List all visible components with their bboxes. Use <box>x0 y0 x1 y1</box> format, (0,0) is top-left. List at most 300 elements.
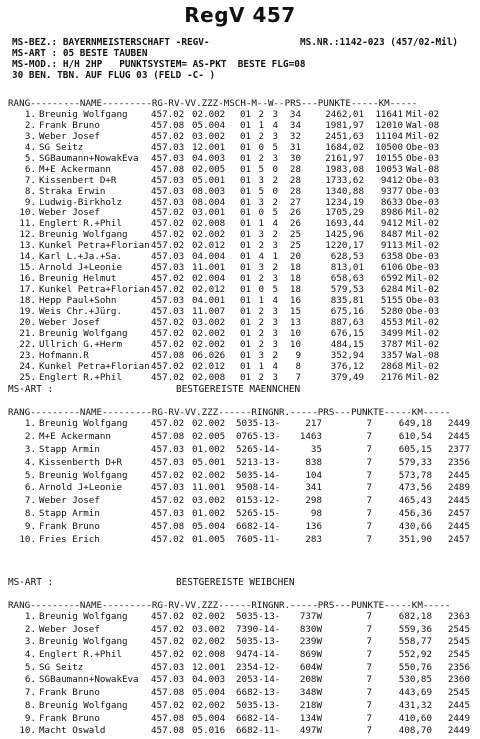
ring-prefix-cell: 0153-12- <box>236 495 281 507</box>
msch-cell: 01 <box>240 218 252 230</box>
meta-mod-value: H/H 2HP PUNKTSYSTEM= AS-PKT BESTE FLG=08 <box>62 59 306 70</box>
km-cell: 9113 <box>380 240 403 252</box>
rank-cell: 6. <box>24 674 36 686</box>
ring-prefix-cell: 7390-14- <box>236 623 281 635</box>
m-cell: 2 <box>258 273 264 285</box>
prs-cell: 34 <box>289 109 301 120</box>
punkte-cell: 352,94 <box>330 349 364 361</box>
rg-rv-cell: 457.02 <box>151 534 185 546</box>
location-cell: Mil-02 <box>406 273 440 285</box>
name-cell: Weber Josef <box>39 495 100 507</box>
location-cell: Mil-02 <box>406 207 440 219</box>
main-table <box>8 109 478 382</box>
punkte-cell: 676,15 <box>330 327 364 339</box>
ring-prefix-cell: 2354-12- <box>236 661 281 673</box>
meta-art-value: 05 BESTE TAUBEN <box>62 48 148 59</box>
km-cell: 2356 <box>447 661 470 673</box>
section2-table-header: RANG---------NAME---------RG-RV-VV.ZZZ------RINGNR.-----PRS---PUNKTE-----KM----- <box>8 600 451 611</box>
rg-rv-cell: 457.03 <box>151 661 185 673</box>
name-cell: Breunig Wolfgang <box>39 229 128 241</box>
w-cell: 4 <box>272 294 278 306</box>
table-row <box>8 361 478 372</box>
table-row <box>8 687 478 700</box>
meta-msnr: MS.NR.:1142-023 (457/02-Mil) <box>300 37 459 48</box>
rank-cell: 12. <box>19 229 36 241</box>
location-cell: Mil-02 <box>406 130 440 142</box>
msch-cell: 01 <box>240 207 252 219</box>
km-cell: 2445 <box>447 469 470 481</box>
m-cell: 3 <box>258 174 264 186</box>
rg-rv-cell: 457.08 <box>151 430 185 442</box>
msch-cell: 01 <box>240 240 252 252</box>
vv-zzz-cell: 11.001 <box>192 482 226 494</box>
table-row <box>8 120 478 131</box>
prs-cell: 7 <box>366 623 372 635</box>
name-cell: Stapp Armin <box>39 443 100 455</box>
vv-zzz-cell: 02.008 <box>192 371 226 383</box>
m-cell: 5 <box>258 163 264 175</box>
vv-zzz-cell: 02.004 <box>192 273 226 285</box>
vv-zzz-cell: 03.002 <box>192 130 226 142</box>
punkte-cell: 835,81 <box>330 294 364 306</box>
km-cell: 2545 <box>447 636 470 648</box>
vv-zzz-cell: 12.001 <box>192 661 226 673</box>
km-cell: 12010 <box>375 119 403 131</box>
rg-rv-cell: 457.02 <box>151 338 185 350</box>
vv-zzz-cell: 02.002 <box>192 109 226 120</box>
table-row <box>8 674 478 687</box>
vv-zzz-cell: 01.002 <box>192 508 226 520</box>
m-cell: 0 <box>258 284 264 295</box>
ring-number-cell: 35 <box>310 443 322 455</box>
punkte-cell: 628,53 <box>330 251 364 263</box>
punkte-cell: 579,33 <box>398 456 432 468</box>
rank-cell: 8. <box>24 508 36 520</box>
m-cell: 3 <box>258 196 264 208</box>
rank-cell: 7. <box>24 495 36 507</box>
prs-cell: 7 <box>366 482 372 494</box>
m-cell: 4 <box>258 251 264 263</box>
page-title: RegV 457 <box>184 3 296 27</box>
ring-prefix-cell: 6682-13- <box>236 687 281 699</box>
meta-bez-value: BAYERNMEISTERSCHAFT -REGV- <box>62 37 210 48</box>
table-row <box>8 534 478 547</box>
vv-zzz-cell: 02.005 <box>192 163 226 175</box>
km-cell: 10155 <box>375 152 403 164</box>
m-cell: 2 <box>258 338 264 350</box>
ring-prefix-cell: 6682-11- <box>236 725 281 737</box>
table-row <box>8 317 478 328</box>
km-cell: 11104 <box>375 130 403 142</box>
name-cell: Weber Josef <box>39 207 100 219</box>
rg-rv-cell: 457.02 <box>151 495 185 507</box>
rank-cell: 24. <box>19 360 36 372</box>
rank-cell: 3. <box>24 636 36 648</box>
vv-zzz-cell: 04.003 <box>192 152 226 164</box>
prs-cell: 30 <box>289 152 301 164</box>
w-cell: 3 <box>272 316 278 328</box>
m-cell: 1 <box>258 294 264 306</box>
rg-rv-cell: 457.08 <box>151 712 185 724</box>
rg-rv-cell: 457.03 <box>151 152 185 164</box>
w-cell: 3 <box>272 273 278 285</box>
location-cell: Mil-02 <box>406 371 440 383</box>
rg-rv-cell: 457.02 <box>151 229 185 241</box>
prs-cell: 7 <box>366 456 372 468</box>
km-cell: 9412 <box>380 218 403 230</box>
name-cell: Kissenbert D+R <box>39 174 117 186</box>
table-row <box>8 197 478 208</box>
ring-prefix-cell: 5035-13- <box>236 418 281 429</box>
prs-cell: 7 <box>366 508 372 520</box>
m-cell: 2 <box>258 240 264 252</box>
rg-rv-cell: 457.02 <box>151 699 185 711</box>
msch-cell: 01 <box>240 163 252 175</box>
rank-cell: 20. <box>19 316 36 328</box>
table-row <box>8 262 478 273</box>
table-row <box>8 372 478 383</box>
table-row <box>8 218 478 229</box>
rank-cell: 6. <box>24 163 36 175</box>
km-cell: 2449 <box>447 725 470 737</box>
prs-cell: 7 <box>366 495 372 507</box>
km-cell: 2457 <box>447 508 470 520</box>
ring-number-cell: 348W <box>299 687 322 699</box>
m-cell: 1 <box>258 218 264 230</box>
km-cell: 2868 <box>380 360 403 372</box>
m-cell: 1 <box>258 119 264 131</box>
prs-cell: 7 <box>366 443 372 455</box>
km-cell: 10500 <box>375 141 403 153</box>
table-row <box>8 350 478 361</box>
ring-prefix-cell: 7605-11- <box>236 534 281 546</box>
ring-number-cell: 134W <box>299 712 322 724</box>
ring-number-cell: 830W <box>299 623 322 635</box>
vv-zzz-cell: 03.002 <box>192 316 226 328</box>
vv-zzz-cell: 02.002 <box>192 338 226 350</box>
punkte-cell: 473,56 <box>398 482 432 494</box>
prs-cell: 7 <box>366 661 372 673</box>
punkte-cell: 559,36 <box>398 623 432 635</box>
table-row <box>8 207 478 218</box>
rg-rv-cell: 457.03 <box>151 196 185 208</box>
meta-bez-line <box>12 37 210 48</box>
rank-cell: 10. <box>19 534 36 546</box>
vv-zzz-cell: 05.004 <box>192 119 226 131</box>
km-cell: 5280 <box>380 305 403 317</box>
location-cell: Mil-02 <box>406 338 440 350</box>
prs-cell: 25 <box>289 240 301 252</box>
name-cell: Breunig Wolfgang <box>39 469 128 481</box>
punkte-cell: 1983,08 <box>325 163 364 175</box>
punkte-cell: 682,18 <box>398 611 432 622</box>
name-cell: Kunkel Petra+Florian <box>39 240 150 252</box>
km-cell: 2356 <box>447 456 470 468</box>
w-cell: 4 <box>272 119 278 131</box>
rank-cell: 17. <box>19 284 36 295</box>
location-cell: Obe-03 <box>406 152 440 164</box>
name-cell: Weber Josef <box>39 316 100 328</box>
name-cell: Weber Josef <box>39 623 100 635</box>
name-cell: Arnold J+Leonie <box>39 262 122 274</box>
name-cell: Weber Josef <box>39 130 100 142</box>
prs-cell: 7 <box>366 418 372 429</box>
msch-cell: 01 <box>240 349 252 361</box>
punkte-cell: 675,16 <box>330 305 364 317</box>
ring-number-cell: 98 <box>310 508 322 520</box>
vv-zzz-cell: 02.008 <box>192 218 226 230</box>
punkte-cell: 550,76 <box>398 661 432 673</box>
w-cell: 2 <box>272 196 278 208</box>
rg-rv-cell: 457.02 <box>151 109 185 120</box>
meta-mod-label: MS-MOD.: <box>12 59 58 70</box>
prs-cell: 20 <box>289 251 301 263</box>
ring-number-cell: 1463 <box>299 430 322 442</box>
punkte-cell: 379,49 <box>330 371 364 383</box>
table-row <box>8 284 478 295</box>
rank-cell: 3. <box>24 130 36 142</box>
punkte-cell: 1684,02 <box>325 141 364 153</box>
rg-rv-cell: 457.03 <box>151 294 185 306</box>
msch-cell: 01 <box>240 338 252 350</box>
msch-cell: 01 <box>240 262 252 274</box>
rg-rv-cell: 457.08 <box>151 349 185 361</box>
punkte-cell: 443,69 <box>398 687 432 699</box>
msch-cell: 01 <box>240 284 252 295</box>
km-cell: 2545 <box>447 623 470 635</box>
meta-mod-line <box>12 59 306 70</box>
ring-prefix-cell: 5213-13- <box>236 456 281 468</box>
m-cell: 2 <box>258 152 264 164</box>
ring-prefix-cell: 2053-14- <box>236 674 281 686</box>
punkte-cell: 1425,96 <box>325 229 364 241</box>
prs-cell: 16 <box>289 294 301 306</box>
msch-cell: 01 <box>240 229 252 241</box>
prs-cell: 7 <box>366 687 372 699</box>
ring-prefix-cell: 6682-14- <box>236 712 281 724</box>
prs-cell: 26 <box>289 207 301 219</box>
km-cell: 6106 <box>380 262 403 274</box>
w-cell: 2 <box>272 229 278 241</box>
rank-cell: 10. <box>19 207 36 219</box>
km-cell: 8986 <box>380 207 403 219</box>
location-cell: Obe-03 <box>406 262 440 274</box>
table-row <box>8 662 478 675</box>
prs-cell: 7 <box>295 371 301 383</box>
ring-number-cell: 104 <box>305 469 322 481</box>
punkte-cell: 558,77 <box>398 636 432 648</box>
name-cell: Englert R.+Phil <box>39 371 122 383</box>
km-cell: 2545 <box>447 687 470 699</box>
rank-cell: 9. <box>24 712 36 724</box>
msch-cell: 01 <box>240 185 252 197</box>
prs-cell: 28 <box>289 174 301 186</box>
rank-cell: 22. <box>19 338 36 350</box>
table-row <box>8 153 478 164</box>
prs-cell: 7 <box>366 611 372 622</box>
km-cell: 2377 <box>447 443 470 455</box>
km-cell: 2449 <box>447 418 470 429</box>
msch-cell: 01 <box>240 251 252 263</box>
rg-rv-cell: 457.03 <box>151 305 185 317</box>
main-table-header: RANG---------NAME---------RG-RV-VV.ZZZ-MSCH-M--W--PRS---PUNKTE-----KM----- <box>8 98 418 109</box>
name-cell: Englert R.+Phil <box>39 218 122 230</box>
punkte-cell: 1234,19 <box>325 196 364 208</box>
ring-number-cell: 604W <box>299 661 322 673</box>
rank-cell: 4. <box>24 649 36 661</box>
table-row <box>8 142 478 153</box>
w-cell: 4 <box>272 218 278 230</box>
punkte-cell: 430,66 <box>398 521 432 533</box>
name-cell: Breunig Wolfgang <box>39 418 128 429</box>
rank-cell: 4. <box>24 456 36 468</box>
vv-zzz-cell: 02.002 <box>192 636 226 648</box>
rg-rv-cell: 457.02 <box>151 130 185 142</box>
rank-cell: 4. <box>24 141 36 153</box>
km-cell: 4553 <box>380 316 403 328</box>
punkte-cell: 649,18 <box>398 418 432 429</box>
location-cell: Obe-03 <box>406 141 440 153</box>
w-cell: 2 <box>272 262 278 274</box>
name-cell: Fries Erich <box>39 534 100 546</box>
name-cell: Frank Bruno <box>39 712 100 724</box>
name-cell: Breunig Wolfgang <box>39 636 128 648</box>
prs-cell: 31 <box>289 141 301 153</box>
ring-number-cell: 838 <box>305 456 322 468</box>
punkte-cell: 2451,63 <box>325 130 364 142</box>
rg-rv-cell: 457.03 <box>151 674 185 686</box>
table-row <box>8 624 478 637</box>
vv-zzz-cell: 02.012 <box>192 240 226 252</box>
msch-cell: 01 <box>240 174 252 186</box>
rank-cell: 10. <box>19 725 36 737</box>
location-cell: Mil-02 <box>406 240 440 252</box>
ring-prefix-cell: 5035-13- <box>236 611 281 622</box>
vv-zzz-cell: 12.001 <box>192 141 226 153</box>
table-row <box>8 175 478 186</box>
w-cell: 3 <box>272 130 278 142</box>
location-cell: Mil-02 <box>406 360 440 372</box>
msch-cell: 01 <box>240 152 252 164</box>
w-cell: 2 <box>272 349 278 361</box>
rank-cell: 9. <box>24 521 36 533</box>
section1-table-header: RANG---------NAME---------RG-RV-VV.ZZZ------RINGNR.-----PRS---PUNKTE-----KM----- <box>8 407 451 418</box>
km-cell: 2489 <box>447 482 470 494</box>
rank-cell: 16. <box>19 273 36 285</box>
prs-cell: 10 <box>289 338 301 350</box>
rank-cell: 1. <box>24 611 36 622</box>
rg-rv-cell: 457.03 <box>151 174 185 186</box>
ring-number-cell: 869W <box>299 649 322 661</box>
punkte-cell: 408,70 <box>398 725 432 737</box>
rank-cell: 5. <box>24 152 36 164</box>
table-row <box>8 470 478 483</box>
table-row <box>8 251 478 262</box>
table-row <box>8 339 478 350</box>
prs-cell: 26 <box>289 218 301 230</box>
punkte-cell: 431,32 <box>398 699 432 711</box>
punkte-cell: 1693,44 <box>325 218 364 230</box>
ring-number-cell: 497W <box>299 725 322 737</box>
rank-cell: 2. <box>24 119 36 131</box>
rg-rv-cell: 457.02 <box>151 284 185 295</box>
punkte-cell: 887,63 <box>330 316 364 328</box>
prs-cell: 13 <box>289 316 301 328</box>
w-cell: 3 <box>272 305 278 317</box>
vv-zzz-cell: 01.005 <box>192 534 226 546</box>
table-row <box>8 306 478 317</box>
km-cell: 9377 <box>380 185 403 197</box>
prs-cell: 7 <box>366 649 372 661</box>
ring-prefix-cell: 5035-13- <box>236 636 281 648</box>
location-cell: Mil-02 <box>406 229 440 241</box>
punkte-cell: 1340,88 <box>325 185 364 197</box>
ring-number-cell: 737W <box>299 611 322 622</box>
km-cell: 11641 <box>375 109 403 120</box>
location-cell: Obe-03 <box>406 251 440 263</box>
location-cell: Obe-03 <box>406 174 440 186</box>
prs-cell: 25 <box>289 229 301 241</box>
punkte-cell: 465,43 <box>398 495 432 507</box>
msch-cell: 01 <box>240 141 252 153</box>
name-cell: SGBaumann+NowakEva <box>39 152 139 164</box>
km-cell: 2457 <box>447 534 470 546</box>
punkte-cell: 376,12 <box>330 360 364 372</box>
rg-rv-cell: 457.02 <box>151 218 185 230</box>
m-cell: 0 <box>258 141 264 153</box>
km-cell: 3787 <box>380 338 403 350</box>
location-cell: Mil-02 <box>406 284 440 295</box>
ring-number-cell: 218W <box>299 699 322 711</box>
name-cell: Ullrich G.+Herm <box>39 338 122 350</box>
km-cell: 8487 <box>380 229 403 241</box>
location-cell: Mil-02 <box>406 109 440 120</box>
km-cell: 9412 <box>380 174 403 186</box>
location-cell: Mil-02 <box>406 218 440 230</box>
prs-cell: 7 <box>366 430 372 442</box>
w-cell: 5 <box>272 207 278 219</box>
vv-zzz-cell: 02.002 <box>192 327 226 339</box>
prs-cell: 15 <box>289 305 301 317</box>
table-row <box>8 713 478 726</box>
vv-zzz-cell: 05.001 <box>192 174 226 186</box>
w-cell: 5 <box>272 141 278 153</box>
vv-zzz-cell: 05.001 <box>192 456 226 468</box>
rg-rv-cell: 457.08 <box>151 163 185 175</box>
rg-rv-cell: 457.03 <box>151 482 185 494</box>
name-cell: Breunig Wolfgang <box>39 327 128 339</box>
rg-rv-cell: 457.03 <box>151 185 185 197</box>
prs-cell: 10 <box>289 327 301 339</box>
section2-title: BESTGEREISTE WEIBCHEN <box>176 577 295 588</box>
vv-zzz-cell: 02.002 <box>192 229 226 241</box>
table-row <box>8 521 478 534</box>
ring-prefix-cell: 5035-14- <box>236 469 281 481</box>
prs-cell: 18 <box>289 273 301 285</box>
section1-title: BESTGEREISTE MAENNCHEN <box>176 384 301 395</box>
rank-cell: 9. <box>24 196 36 208</box>
name-cell: Straka Erwin <box>39 185 106 197</box>
msch-cell: 01 <box>240 371 252 383</box>
rank-cell: 1. <box>24 109 36 120</box>
msch-cell: 01 <box>240 196 252 208</box>
ring-number-cell: 239W <box>299 636 322 648</box>
rank-cell: 5. <box>24 661 36 673</box>
rg-rv-cell: 457.02 <box>151 240 185 252</box>
rank-cell: 5. <box>24 469 36 481</box>
prs-cell: 7 <box>366 712 372 724</box>
prs-cell: 28 <box>289 185 301 197</box>
